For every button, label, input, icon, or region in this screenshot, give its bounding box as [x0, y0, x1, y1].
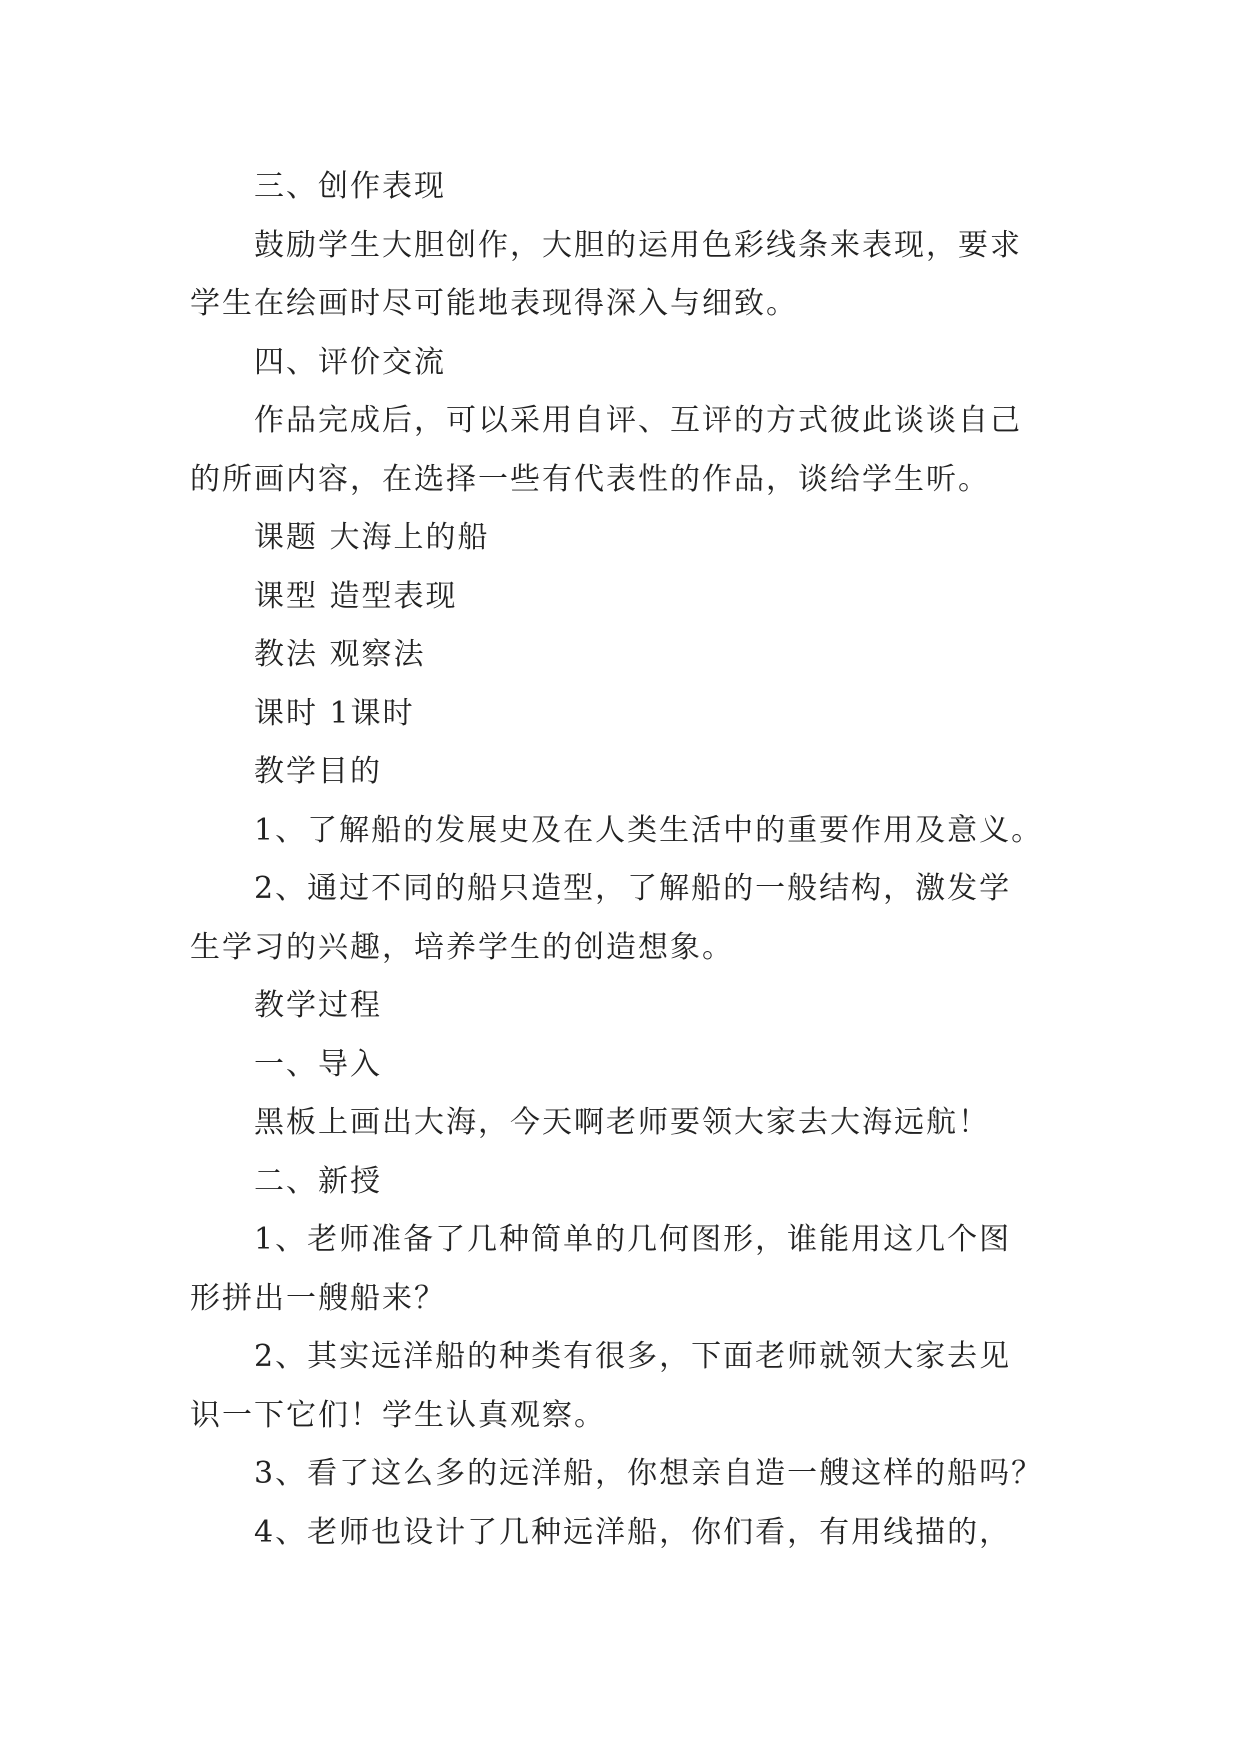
paragraph — [190, 392, 1060, 509]
paragraph — [190, 685, 1060, 744]
text-line: 教法 观察法 — [254, 637, 426, 672]
text-line: 作品完成后，可以采用自评、互评的方式彼此谈谈自己 — [254, 403, 1022, 438]
paragraph — [190, 860, 1060, 977]
text-line: 四、评价交流 — [254, 344, 446, 380]
text-line: 3、看了这么多的远洋船，你想亲自造一艘这样的船吗？ — [254, 1456, 1044, 1491]
paragraph — [190, 977, 1060, 1036]
paragraph — [190, 1328, 1060, 1445]
text-line: 三、创作表现 — [254, 169, 446, 204]
text-line: 2、通过不同的船只造型，了解船的一般结构，激发学 — [254, 871, 1012, 906]
paragraph — [190, 626, 1060, 685]
paragraph — [190, 802, 1060, 861]
paragraph — [190, 1445, 1060, 1504]
paragraph — [190, 743, 1060, 802]
text-line: 一、导入 — [254, 1046, 382, 1082]
text-line: 教学目的 — [254, 754, 382, 789]
paragraph — [190, 1153, 1060, 1212]
paragraph — [190, 568, 1060, 627]
text-line: 形拼出一艘船来？ — [190, 1280, 446, 1316]
text-line: 1、老师准备了几种简单的几何图形，谁能用这几个图 — [254, 1222, 1012, 1257]
paragraph — [190, 1504, 1060, 1563]
text-line: 4、老师也设计了几种远洋船，你们看，有用线描的， — [254, 1514, 1012, 1550]
text-line: 的所画内容，在选择一些有代表性的作品，谈给学生听。 — [190, 461, 990, 497]
text-line: 生学习的兴趣，培养学生的创造想象。 — [190, 929, 734, 965]
paragraph — [190, 509, 1060, 568]
document-body — [190, 158, 1060, 1562]
text-line: 黑板上画出大海，今天啊老师要领大家去大海远航！ — [254, 1105, 990, 1140]
text-line: 二、新授 — [254, 1163, 382, 1199]
text-line: 鼓励学生大胆创作，大胆的运用色彩线条来表现，要求 — [254, 227, 1022, 263]
text-line: 学生在绘画时尽可能地表现得深入与细致。 — [190, 286, 798, 321]
text-line: 课型 造型表现 — [254, 578, 458, 614]
paragraph — [190, 334, 1060, 393]
paragraph — [190, 1211, 1060, 1328]
paragraph — [190, 1094, 1060, 1153]
text-line: 2、其实远洋船的种类有很多，下面老师就领大家去见 — [254, 1339, 1012, 1374]
paragraph — [190, 158, 1060, 217]
paragraph — [190, 1036, 1060, 1095]
text-line: 教学过程 — [254, 988, 382, 1023]
paragraph — [190, 217, 1060, 334]
text-line: 课题 大海上的船 — [254, 520, 490, 555]
text-line: 课时 1课时 — [254, 695, 415, 731]
text-line: 1、了解船的发展史及在人类生活中的重要作用及意义。 — [254, 812, 1044, 848]
text-line: 识一下它们！学生认真观察。 — [190, 1397, 606, 1433]
